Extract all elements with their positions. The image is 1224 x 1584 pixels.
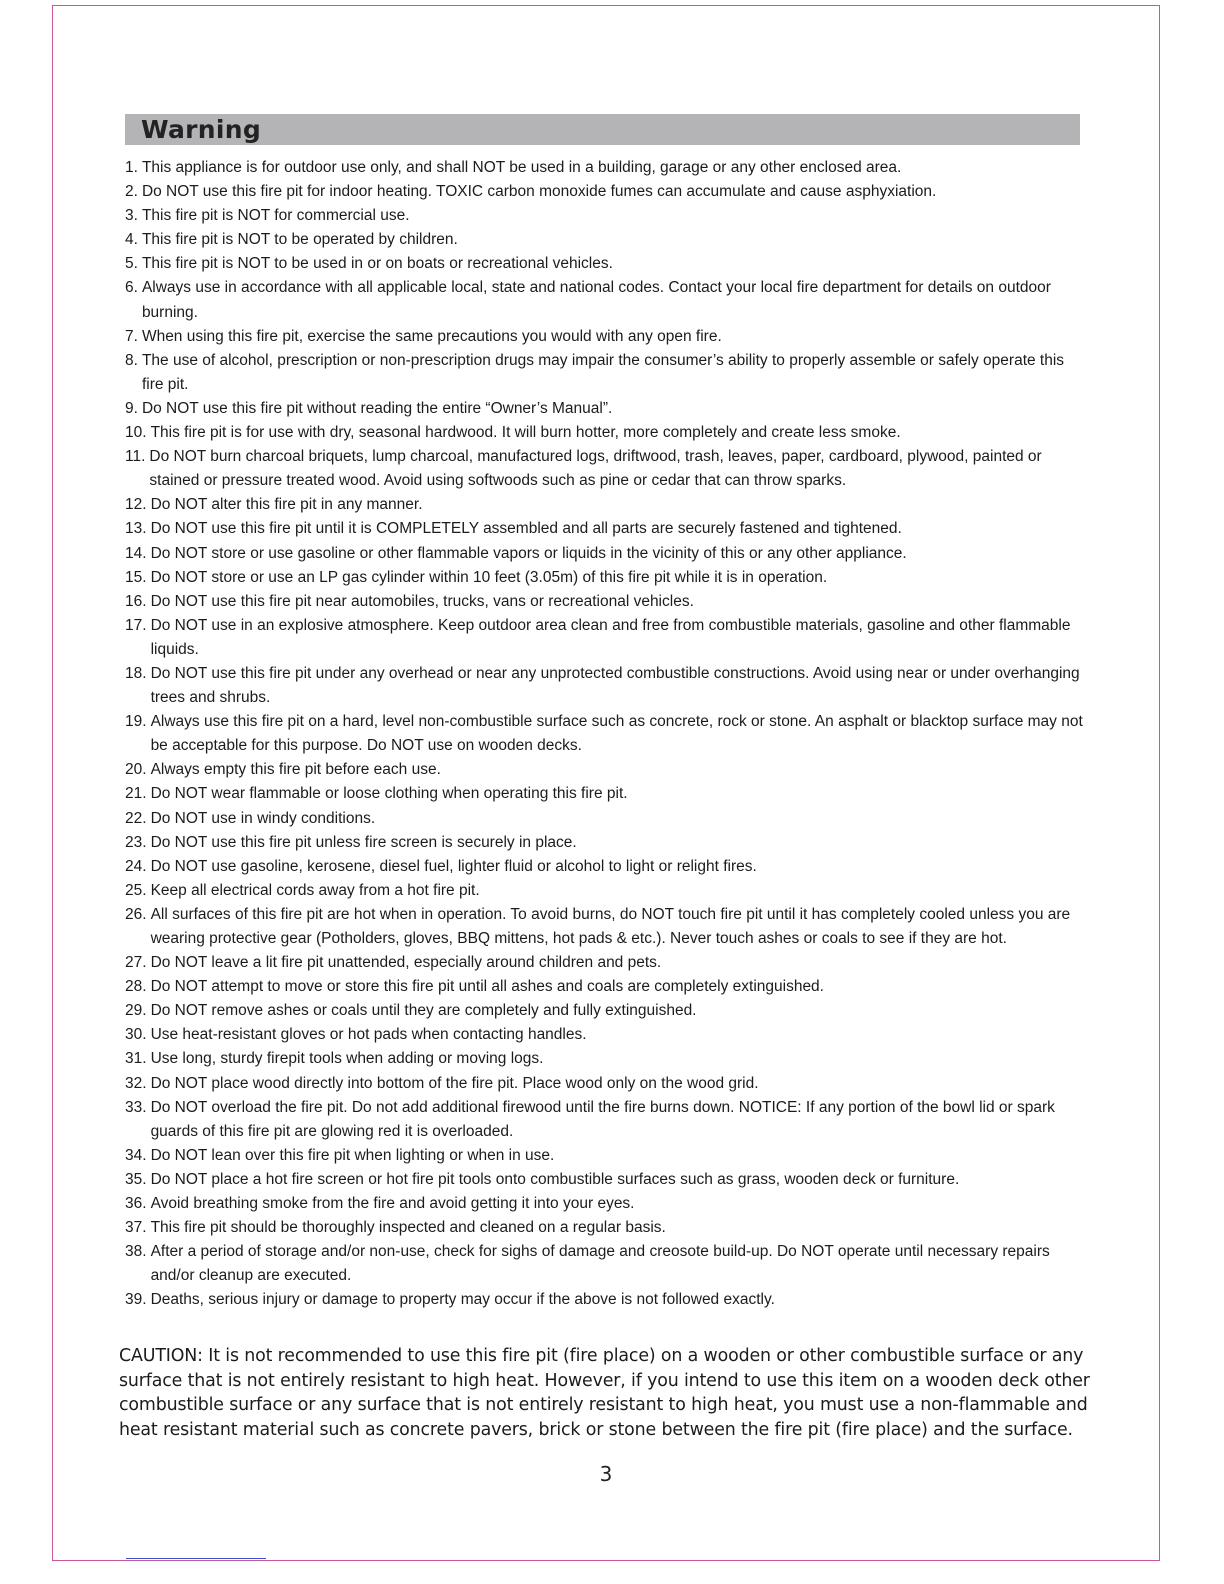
item-text: Do NOT overload the fire pit. Do not add additional firewood until the fire burns down. NOTICE: If any portion of the bowl lid or spark guards of this fire pit are glowing red it is overloaded. <box>150 1098 1055 1140</box>
warning-item <box>125 1072 1085 1096</box>
item-text: This fire pit is NOT to be used in or on boats or recreational vehicles. <box>141 255 613 273</box>
item-text: Do NOT use this fire pit unless fire screen is securely in place. <box>150 833 577 851</box>
item-text: Do NOT burn charcoal briquets, lump charcoal, manufactured logs, driftwood, trash, leaves, paper, cardboard, plywood, painted or stained or pressure treated wood. Avoid using softwoods such as pine or cedar that can throw sparks. <box>149 448 1042 490</box>
warning-item <box>125 204 1085 228</box>
item-number: 3. <box>125 207 138 225</box>
item-number: 21. <box>125 785 147 803</box>
item-text: Do NOT use this fire pit for indoor heating. TOXIC carbon monoxide fumes can accumulate and cause asphyxiation. <box>141 183 937 201</box>
item-text: Do NOT use this fire pit under any overhead or near any unprotected combustible constructions. Avoid using near or under overhanging trees and shrubs. <box>150 664 1080 707</box>
warning-item <box>125 325 1085 349</box>
warning-item <box>125 590 1085 614</box>
item-number: 14. <box>125 544 147 562</box>
item-number: 4. <box>125 231 138 249</box>
item-text: Avoid breathing smoke from the fire and avoid getting it into your eyes. <box>150 1195 635 1213</box>
item-text: Do NOT alter this fire pit in any manner. <box>150 496 423 514</box>
item-number: 6. <box>125 279 138 297</box>
warning-heading: Warning <box>141 115 262 144</box>
warning-item <box>125 951 1085 975</box>
item-number: 30. <box>125 1026 147 1044</box>
warning-item <box>125 493 1085 517</box>
item-number: 22. <box>125 809 147 827</box>
item-text: Deaths, serious injury or damage to property may occur if the above is not followed exactly. <box>150 1291 775 1309</box>
item-text: When using this fire pit, exercise the same precautions you would with any open fire. <box>141 327 722 345</box>
item-text: Do NOT use gasoline, kerosene, diesel fuel, lighter fluid or alcohol to light or relight fires. <box>150 857 757 875</box>
item-number: 5. <box>125 255 138 273</box>
item-text: Do NOT attempt to move or store this fire pit until all ashes and coals are completely extinguished. <box>150 978 824 996</box>
item-number: 7. <box>125 327 138 345</box>
warning-item <box>125 349 1085 397</box>
item-number: 15. <box>125 568 147 586</box>
item-number: 27. <box>125 954 147 972</box>
warning-item <box>125 156 1085 180</box>
warning-item <box>125 879 1085 903</box>
item-number: 34. <box>125 1146 147 1164</box>
warning-item <box>125 807 1085 831</box>
item-number: 36. <box>125 1195 147 1213</box>
warning-item <box>125 517 1085 541</box>
warning-item <box>125 1023 1085 1047</box>
item-number: 12. <box>125 496 147 514</box>
warning-item <box>125 975 1085 999</box>
warning-item <box>125 1047 1085 1071</box>
item-number: 35. <box>125 1170 147 1188</box>
warning-item <box>125 1216 1085 1240</box>
item-text: Do NOT use this fire pit until it is COMPLETELY assembled and all parts are securely fastened and tightened. <box>150 520 902 538</box>
item-text: Do NOT use in windy conditions. <box>150 809 376 827</box>
item-text: Always empty this fire pit before each use. <box>150 761 441 779</box>
footer-rule <box>126 1558 266 1559</box>
warning-banner <box>125 114 1080 145</box>
warning-item <box>125 180 1085 204</box>
item-number: 20. <box>125 761 147 779</box>
item-number: 33. <box>125 1098 147 1116</box>
item-number: 25. <box>125 881 147 899</box>
item-number: 11. <box>125 448 146 466</box>
item-number: 17. <box>125 616 147 634</box>
item-text: The use of alcohol, prescription or non-prescription drugs may impair the consumer’s ability to properly assemble or safely operate this fire pit. <box>141 351 1065 393</box>
item-text: Do NOT use this fire pit without reading the entire “Owner’s Manual”. <box>141 399 613 417</box>
item-text: This appliance is for outdoor use only, and shall NOT be used in a building, garage or any other enclosed area. <box>141 159 902 176</box>
item-number: 16. <box>125 592 147 610</box>
item-text: Do NOT wear flammable or loose clothing when operating this fire pit. <box>150 785 628 803</box>
item-number: 8. <box>125 351 138 369</box>
warning-item <box>125 999 1085 1023</box>
item-text: Do NOT use in an explosive atmosphere. Keep outdoor area clean and free from combustible materials, gasoline and other flammable liquids. <box>150 616 1071 658</box>
item-text: This fire pit is NOT to be operated by children. <box>141 231 458 249</box>
item-text: Do NOT store or use an LP gas cylinder within 10 feet (3.05m) of this fire pit while it is in operation. <box>150 568 828 586</box>
warning-item <box>125 758 1085 782</box>
item-text: After a period of storage and/or non-use, check for sighs of damage and creosote build-up. Do NOT operate until necessary repairs and/or cleanup are executed. <box>150 1243 1050 1285</box>
item-text: Do NOT store or use gasoline or other flammable vapors or liquids in the vicinity of this or any other appliance. <box>150 544 907 562</box>
item-text: Use heat-resistant gloves or hot pads when contacting handles. <box>150 1026 587 1044</box>
warning-item <box>125 542 1085 566</box>
item-text: Keep all electrical cords away from a hot fire pit. <box>150 881 480 899</box>
warning-item <box>125 831 1085 855</box>
item-text: Do NOT place a hot fire screen or hot fire pit tools onto combustible surfaces such as grass, wooden deck or furniture. <box>150 1170 960 1188</box>
item-text: This fire pit should be thoroughly inspected and cleaned on a regular basis. <box>150 1219 666 1237</box>
page-number: 3 <box>599 1462 613 1486</box>
item-number: 18. <box>125 664 147 682</box>
warning-item <box>125 421 1085 445</box>
warning-item <box>125 1240 1085 1288</box>
item-text: Always use in accordance with all applicable local, state and national codes. Contact your local fire department for details on outdoor burning. <box>141 279 1051 321</box>
item-number: 26. <box>125 905 147 923</box>
caution-paragraph: CAUTION: It is not recommended to use this fire pit (fire place) on a wooden or other combustible surface or any surface that is not entirely resistant to high heat. However, if you intend to use this item on a wooden deck other combustible surface or any surface that is not entirely resistant to high heat, you must use a non-flammable and heat resistant material such as concrete pavers, brick or stone between the fire pit (fire place) and the surface. <box>119 1346 1090 1440</box>
warning-item <box>125 228 1085 252</box>
warning-item <box>125 445 1085 493</box>
warning-item <box>125 276 1085 324</box>
item-number: 28. <box>125 978 147 996</box>
item-number: 38. <box>125 1243 147 1261</box>
item-text: This fire pit is for use with dry, seasonal hardwood. It will burn hotter, more completely and create less smoke. <box>150 424 901 442</box>
warning-item <box>125 710 1085 758</box>
item-text: Do NOT leave a lit fire pit unattended, especially around children and pets. <box>150 954 662 972</box>
warning-item <box>125 252 1085 276</box>
warning-list <box>125 156 1085 1313</box>
item-number: 37. <box>125 1219 147 1237</box>
warning-item <box>125 1168 1085 1192</box>
warning-item <box>125 1288 1085 1312</box>
warning-item <box>125 1192 1085 1216</box>
item-number: 39. <box>125 1291 147 1309</box>
item-number: 19. <box>125 713 147 731</box>
item-text: This fire pit is NOT for commercial use. <box>141 207 410 225</box>
warning-item <box>125 566 1085 590</box>
warning-item <box>125 1144 1085 1168</box>
item-number: 2. <box>125 183 138 201</box>
item-number: 10. <box>125 424 147 442</box>
warning-item <box>125 662 1085 710</box>
item-text: Do NOT use this fire pit near automobiles, trucks, vans or recreational vehicles. <box>150 592 694 610</box>
warning-item <box>125 855 1085 879</box>
item-number: 31. <box>125 1050 147 1068</box>
item-text: Do NOT remove ashes or coals until they are completely and fully extinguished. <box>150 1002 697 1020</box>
item-number: 23. <box>125 833 147 851</box>
item-number: 13. <box>125 520 147 538</box>
item-number: 9. <box>125 399 138 417</box>
item-number: 24. <box>125 857 147 875</box>
warning-item <box>125 903 1085 951</box>
item-text: Always use this fire pit on a hard, level non-combustible surface such as concrete, rock or stone. An asphalt or blacktop surface may not be acceptable for this purpose. Do NOT use on wooden decks. <box>150 713 1083 755</box>
item-number: 29. <box>125 1002 147 1020</box>
item-text: Do NOT place wood directly into bottom of the fire pit. Place wood only on the wood grid. <box>150 1074 759 1092</box>
warning-item <box>125 782 1085 806</box>
item-text: All surfaces of this fire pit are hot when in operation. To avoid burns, do NOT touch fire pit until it has completely cooled unless you are wearing protective gear (Potholders, gloves, BBQ mittens, hot pads & etc.). Never touch ashes or coals to see if they are hot. <box>150 905 1071 947</box>
warning-item <box>125 1096 1085 1144</box>
item-number: 32. <box>125 1074 147 1092</box>
item-number: 1. <box>125 159 138 176</box>
item-text: Do NOT lean over this fire pit when lighting or when in use. <box>150 1146 555 1164</box>
item-text: Use long, sturdy firepit tools when adding or moving logs. <box>150 1050 544 1068</box>
warning-item <box>125 397 1085 421</box>
warning-item <box>125 614 1085 662</box>
